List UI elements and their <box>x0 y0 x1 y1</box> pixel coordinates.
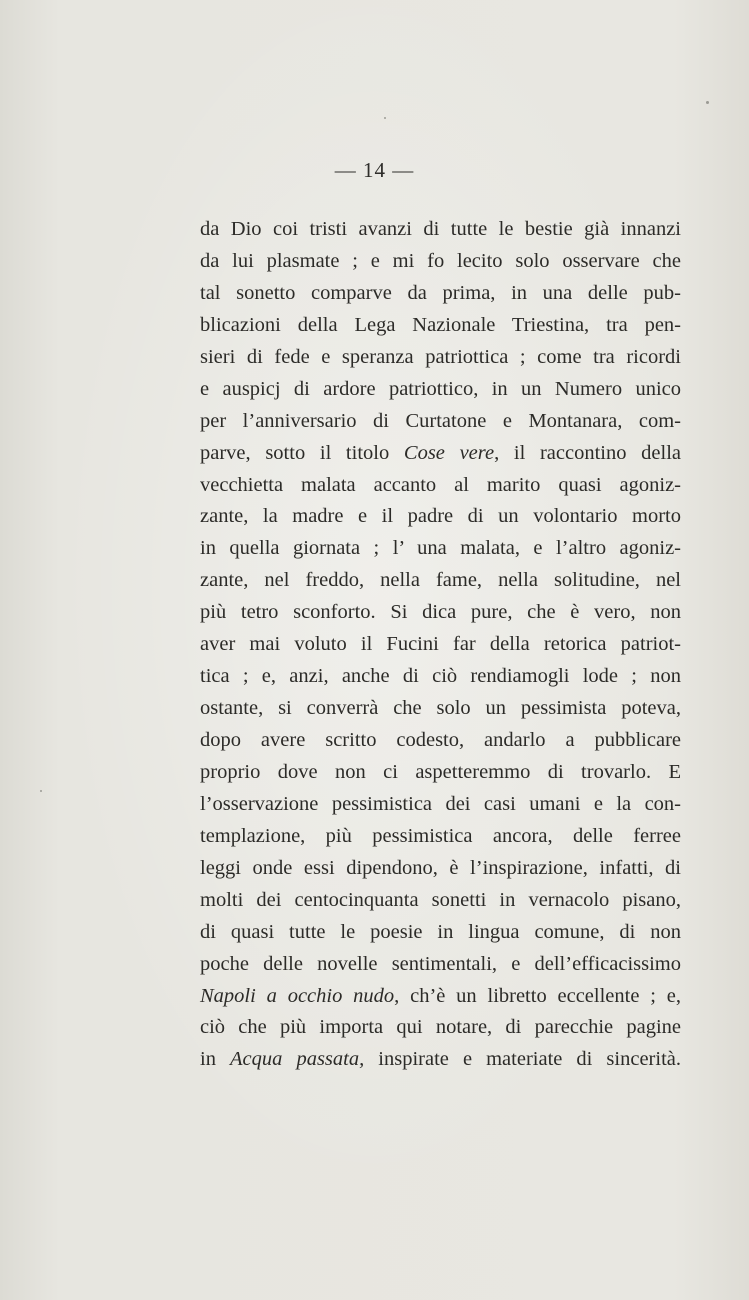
text-line <box>200 246 681 278</box>
text-segment: zante, la madre e il padre di un volontario morto <box>200 505 681 528</box>
text-line <box>200 342 681 374</box>
text-segment: più tetro sconforto. Si dica pure, che è vero, non <box>200 601 681 624</box>
text-line <box>200 565 681 597</box>
text-segment: blicazioni della Lega Nazionale Triestina, tra pen- <box>200 313 681 336</box>
text-segment: tica ; e, anzi, anche di ciò rendiamogli lode ; non <box>200 665 681 688</box>
italic-title: Acqua passata, <box>230 1048 365 1071</box>
text-segment: tal sonetto comparve da prima, in una delle pub- <box>200 281 681 304</box>
text-line <box>200 438 681 470</box>
text-segment: aver mai voluto il Fucini far della retorica patriot- <box>200 633 681 656</box>
text-segment: e auspicj di ardore patriottico, in un Numero unico <box>200 377 681 400</box>
text-segment: proprio dove non ci aspetteremmo di trovarlo. E <box>200 760 681 783</box>
text-line <box>200 501 681 533</box>
text-segment: in quella giornata ; l’ una malata, e l’altro agoniz- <box>200 537 681 560</box>
text-line <box>200 789 681 821</box>
italic-title: Napoli a occhio nudo <box>200 984 395 1007</box>
text-line <box>200 374 681 406</box>
italic-title: Cose vere <box>403 441 495 464</box>
text-segment: , il raccontino della <box>494 441 682 464</box>
text-segment: in <box>200 1048 231 1071</box>
text-segment: vecchietta malata accanto al marito quasi agoniz- <box>200 473 681 496</box>
text-line <box>200 853 681 885</box>
text-segment: parve, sotto il titolo <box>200 441 404 464</box>
text-segment: inspirate e materiate di sincerità. <box>364 1048 681 1071</box>
text-segment: per l’anniversario di Curtatone e Montanara, com- <box>200 409 681 432</box>
text-segment: da lui plasmate ; e mi fo lecito solo osservare che <box>200 249 681 272</box>
text-line <box>200 1012 681 1044</box>
text-segment: zante, nel freddo, nella fame, nella solitudine, nel <box>200 569 681 592</box>
text-line <box>200 533 681 565</box>
text-line <box>200 278 681 310</box>
text-segment: ostante, si converrà che solo un pessimista poteva, <box>200 697 681 720</box>
text-line <box>200 661 681 693</box>
text-segment: sieri di fede e speranza patriottica ; come tra ricordi <box>200 345 681 368</box>
text-line <box>200 629 681 661</box>
text-segment: ciò che più importa qui notare, di parecchie pagine <box>200 1016 681 1039</box>
text-segment: da Dio coi tristi avanzi di tutte le bestie già innanzi <box>200 218 681 240</box>
text-line <box>200 949 681 981</box>
text-segment: poche delle novelle sentimentali, e dell’efficacissimo <box>200 952 681 975</box>
text-line <box>200 214 681 246</box>
text-segment: , ch’è un libretto eccellente ; e, <box>394 984 681 1007</box>
text-line <box>200 693 681 725</box>
paper-speck <box>384 117 386 119</box>
text-segment: dopo avere scritto codesto, andarlo a pubblicare <box>200 729 681 751</box>
body-text <box>200 214 681 1076</box>
paper-speck <box>706 101 709 104</box>
page-number: — 14 — <box>334 158 415 182</box>
text-line <box>200 917 681 949</box>
text-segment: leggi onde essi dipendono, è l’inspirazione, infatti, di <box>200 856 681 879</box>
text-line <box>200 406 681 438</box>
text-segment: l’osservazione pessimistica dei casi umani e la con- <box>200 792 681 815</box>
text-line <box>200 981 681 1013</box>
text-line <box>200 1044 681 1076</box>
text-segment: di quasi tutte le poesie in lingua comune, di non <box>200 920 681 943</box>
text-line <box>200 310 681 342</box>
paper-speck <box>40 790 42 792</box>
text-line <box>200 885 681 917</box>
text-line <box>200 725 681 757</box>
text-segment: molti dei centocinquanta sonetti in vernacolo pisano, <box>200 888 681 911</box>
text-line <box>200 597 681 629</box>
text-line <box>200 757 681 789</box>
text-line <box>200 470 681 502</box>
text-line <box>200 821 681 853</box>
text-segment: templazione, più pessimistica ancora, delle ferree <box>200 824 681 847</box>
